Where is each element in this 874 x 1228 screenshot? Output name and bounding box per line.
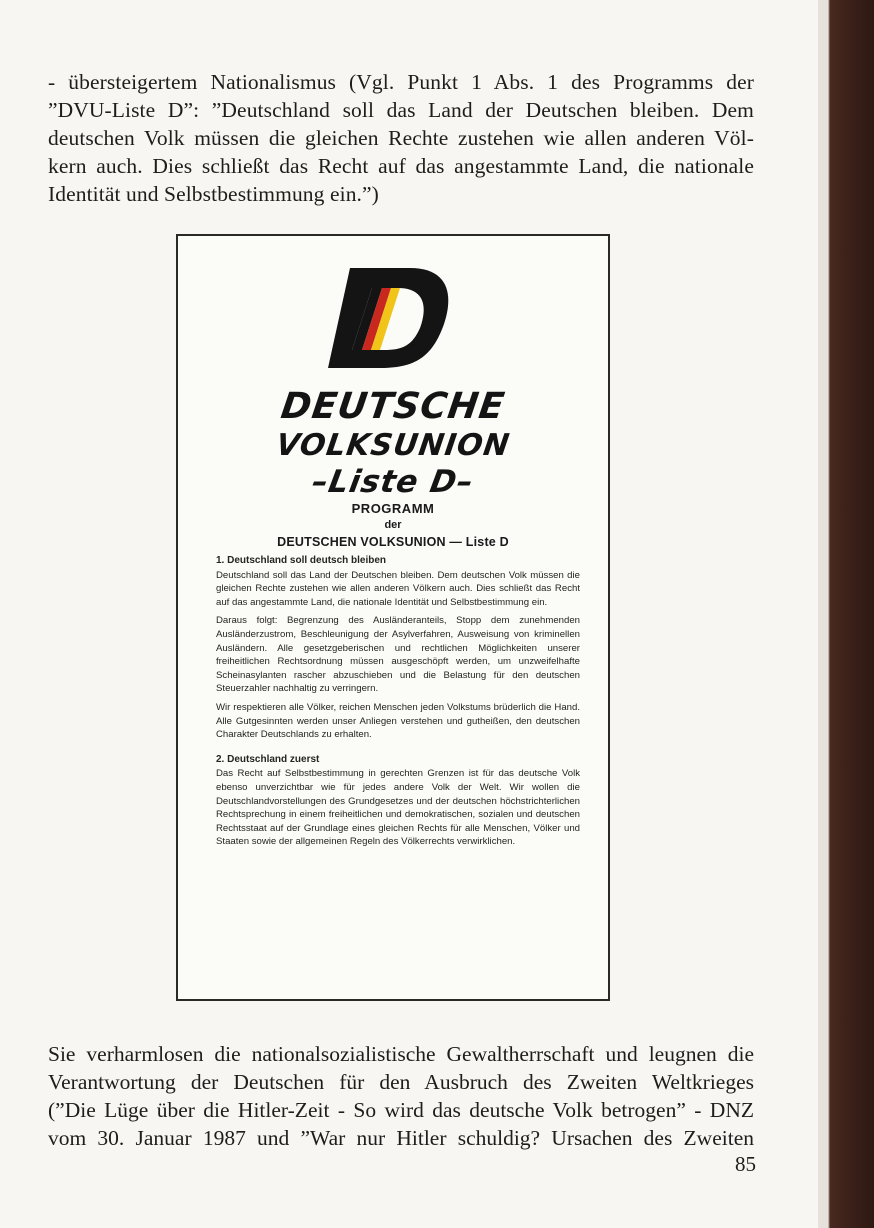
- program-heading: PROGRAMM: [351, 501, 435, 516]
- program-der: der: [384, 519, 402, 531]
- brand-liste-d: –Liste D–: [309, 464, 477, 500]
- section-paragraph: Daraus folgt: Begrenzung des Ausländeranteils, Stopp dem zunehmenden Ausländerzustrom, Beschleunigung der Asylverfahren, Ausweisung von kriminellen Ausländern. Alle gesetzgeberischen und rechtlichen Möglichkeiten unserer freiheitlichen Rechtsordnung müssen ausgeschöpft werden, um unzweifelhafte Scheinasylanten rascher abzuschieben und die Belastung für den deutschen Steuerzahler nachhaltig zu verringern.: [216, 615, 580, 695]
- top-line-2: ”DVU-Liste D”: ”Deutschland soll das Land der Deutschen bleiben. Dem: [48, 98, 754, 122]
- section-paragraph: Das Recht auf Selbstbestimmung in gerechten Grenzen ist für das deutsche Volk ebenso unverzichtbar wie für jedes andere Volk der Welt. Wir wollen die Deutschlandvorstellungen des Grundgesetzes und der deutschen höchstrichterlichen Rechtsprechung in einem freiheitlichen und demokratischen, sozialen und deutschen Rechtsstaat auf der Grundlage eines gleichen Rechts für alle Menschen, Völker und Staaten sowie der allgemeinen Regeln des Völkerrechts verwirklichen.: [216, 768, 580, 848]
- section-title: 1. Deutschland soll deutsch bleiben: [216, 555, 387, 566]
- section-paragraph: Wir respektieren alle Völker, reichen Menschen jeden Volkstums brüderlich die Hand. Alle Gutgesinnten werden unser Anliegen verstehen und gutheißen, den deutschen Charakter Deutschlands zu erhalten.: [216, 701, 580, 741]
- dvu-logo: [178, 266, 608, 376]
- program-body: [216, 554, 580, 854]
- top-line-3: deutschen Volk müssen die gleichen Rechte zustehen wie allen anderen Völ-: [48, 126, 754, 150]
- brand-deutsche: DEUTSCHE: [278, 386, 508, 427]
- section-paragraph: Deutschland soll das Land der Deutschen bleiben. Dem deutschen Volk müssen die gleichen Rechte zustehen wie allen anderen Völkern auch. Dies schließt das Recht auf das angestammte Land, die nationale Identität und Selbstbestimmung ein.: [216, 569, 580, 608]
- brand-volksunion: VOLKSUNION: [273, 428, 513, 463]
- bottom-line-1: Sie verharmlosen die nationalsozialistische Gewaltherrschaft und leugnen die: [48, 1042, 754, 1066]
- top-line-4: kern auch. Dies schließt das Recht auf das angestammte Land, die nationale: [48, 154, 754, 178]
- dvu-d-logo-icon: [328, 266, 458, 371]
- program-figure: [176, 234, 610, 1001]
- bottom-line-3: (”Die Lüge über die Hitler-Zeit - So wird das deutsche Volk betrogen” - DNZ: [48, 1098, 754, 1122]
- top-paragraph: [48, 68, 754, 208]
- bottom-paragraph: [48, 1040, 754, 1152]
- section-title: 2. Deutschland zuerst: [216, 753, 320, 765]
- top-line-5: Identität und Selbstbestimmung ein.”): [48, 182, 379, 206]
- book-spine-edge: [818, 0, 874, 1228]
- page-number: 85: [735, 1152, 756, 1176]
- top-line-1: - übersteigertem Nationalismus (Vgl. Punkt 1 Abs. 1 des Programms der: [48, 70, 754, 94]
- bottom-line-2: Verantwortung der Deutschen für den Ausbruch des Zweiten Weltkrieges: [48, 1070, 754, 1094]
- program-party: DEUTSCHEN VOLKSUNION — Liste D: [277, 535, 509, 549]
- bottom-line-4: vom 30. Januar 1987 und ”War nur Hitler schuldig? Ursachen des Zweiten: [48, 1126, 754, 1150]
